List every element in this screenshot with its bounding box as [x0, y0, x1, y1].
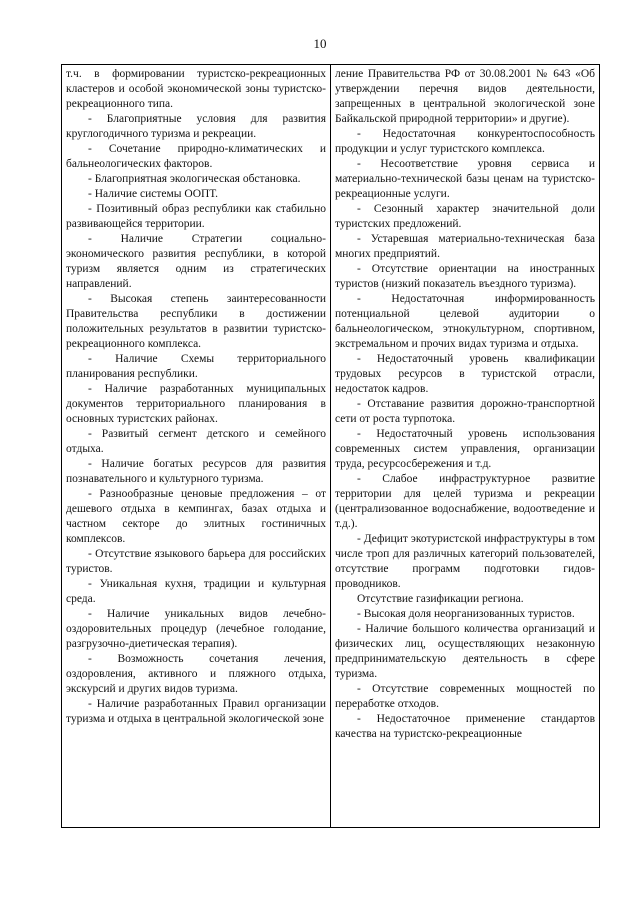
- swot-table: [61, 64, 600, 828]
- paragraph: - Благоприятные условия для развития круглогодичного туризма и рекреации.: [66, 113, 326, 140]
- paragraph: - Наличие системы ООПТ.: [88, 188, 219, 200]
- paragraph: - Отсутствие языкового барьера для российских туристов.: [66, 548, 326, 575]
- paragraph: - Наличие уникальных видов лечебно-оздоровительных процедур (лечебное голодание, разгрузочно-диетическая терапия).: [66, 608, 326, 650]
- paragraph: - Наличие богатых ресурсов для развития познавательного и культурного туризма.: [66, 458, 326, 485]
- paragraph: - Наличие Стратегии социально-экономического развития республики, в которой туризм является одним из стратегических направлений.: [66, 233, 326, 290]
- paragraph: - Сочетание природно-климатических и бальнеологических факторов.: [66, 143, 326, 170]
- paragraph: - Возможность сочетания лечения, оздоровления, активного и пляжного отдыха, экскурсий и других видов туризма.: [66, 653, 326, 695]
- paragraph: - Позитивный образ республики как стабильно развивающейся территории.: [66, 203, 326, 230]
- paragraph: - Сезонный характер значительной доли туристских предложений.: [335, 203, 595, 230]
- paragraph: - Недостаточная информированность потенциальной целевой аудитории о бальнеологическом, этнокультурном, спортивном, экстремальном и прочих видах туризма и отдыха.: [335, 293, 595, 350]
- table-row: [62, 65, 600, 828]
- paragraph: - Недостаточный уровень квалификации трудовых ресурсов в туристской отрасли, недостаток кадров.: [335, 353, 595, 395]
- paragraph: - Недостаточный уровень использования современных систем управления, организации труда, ресурсосбережения и т.д.: [335, 428, 595, 470]
- paragraph: - Наличие разработанных муниципальных документов территориального планирования в основных туристских районах.: [66, 383, 326, 425]
- paragraph: - Устаревшая материально-техническая база многих предприятий.: [335, 233, 595, 260]
- paragraph: - Высокая степень заинтересованности Правительства республики в достижении положительных результатов в развитии туристско-рекреационного комплекса.: [66, 293, 326, 350]
- paragraph: т.ч. в формировании туристско-рекреационных кластеров и особой экономической зоны туристско-рекреационного типа.: [66, 68, 326, 110]
- paragraph: - Наличие большого количества организаций и физических лиц, осуществляющих незаконную предпринимательскую деятельность в сфере туризма.: [335, 623, 595, 680]
- strengths-column: [62, 65, 331, 828]
- paragraph: - Наличие разработанных Правил организации туризма и отдыха в центральной экологической зоне: [66, 698, 326, 725]
- paragraph: Отсутствие газификации региона.: [357, 593, 524, 605]
- paragraph: - Благоприятная экологическая обстановка.: [88, 173, 301, 185]
- paragraph: - Слабое инфраструктурное развитие территории для целей туризма и рекреации (централизованное водоснабжение, водоотведение и т.д.).: [335, 473, 595, 530]
- page-number: 10: [313, 36, 327, 51]
- paragraph: - Отставание развития дорожно-транспортной сети от роста турпотока.: [335, 398, 595, 425]
- paragraph: - Недостаточное применение стандартов качества на туристско-рекреационные: [335, 713, 595, 740]
- paragraph: - Разнообразные ценовые предложения – от дешевого отдыха в кемпингах, базах отдыха и частном секторе до элитных гостиничных комплексов.: [66, 488, 326, 545]
- paragraph: - Дефицит экотуристской инфраструктуры в том числе троп для различных категорий пользователей, отсутствие программ подготовки гидов-проводников.: [335, 533, 595, 590]
- weaknesses-column: [331, 65, 600, 828]
- paragraph: - Несоответствие уровня сервиса и материально-технической базы ценам на туристско-рекреационные услуги.: [335, 158, 595, 200]
- paragraph: - Отсутствие современных мощностей по переработке отходов.: [335, 683, 595, 710]
- paragraph: - Отсутствие ориентации на иностранных туристов (низкий показатель въездного туризма).: [335, 263, 595, 290]
- paragraph: - Высокая доля неорганизованных туристов.: [357, 608, 575, 620]
- paragraph: - Недостаточная конкурентоспособность продукции и услуг туристского комплекса.: [335, 128, 595, 155]
- paragraph: - Уникальная кухня, традиции и культурная среда.: [66, 578, 326, 605]
- paragraph: ление Правительства РФ от 30.08.2001 № 643 «Об утверждении перечня видов деятельности, запрещенных в центральной экологической зоне Байкальской природной территории» и другие).: [335, 68, 595, 125]
- paragraph: - Развитый сегмент детского и семейного отдыха.: [66, 428, 326, 455]
- paragraph: - Наличие Схемы территориального планирования республики.: [66, 353, 326, 380]
